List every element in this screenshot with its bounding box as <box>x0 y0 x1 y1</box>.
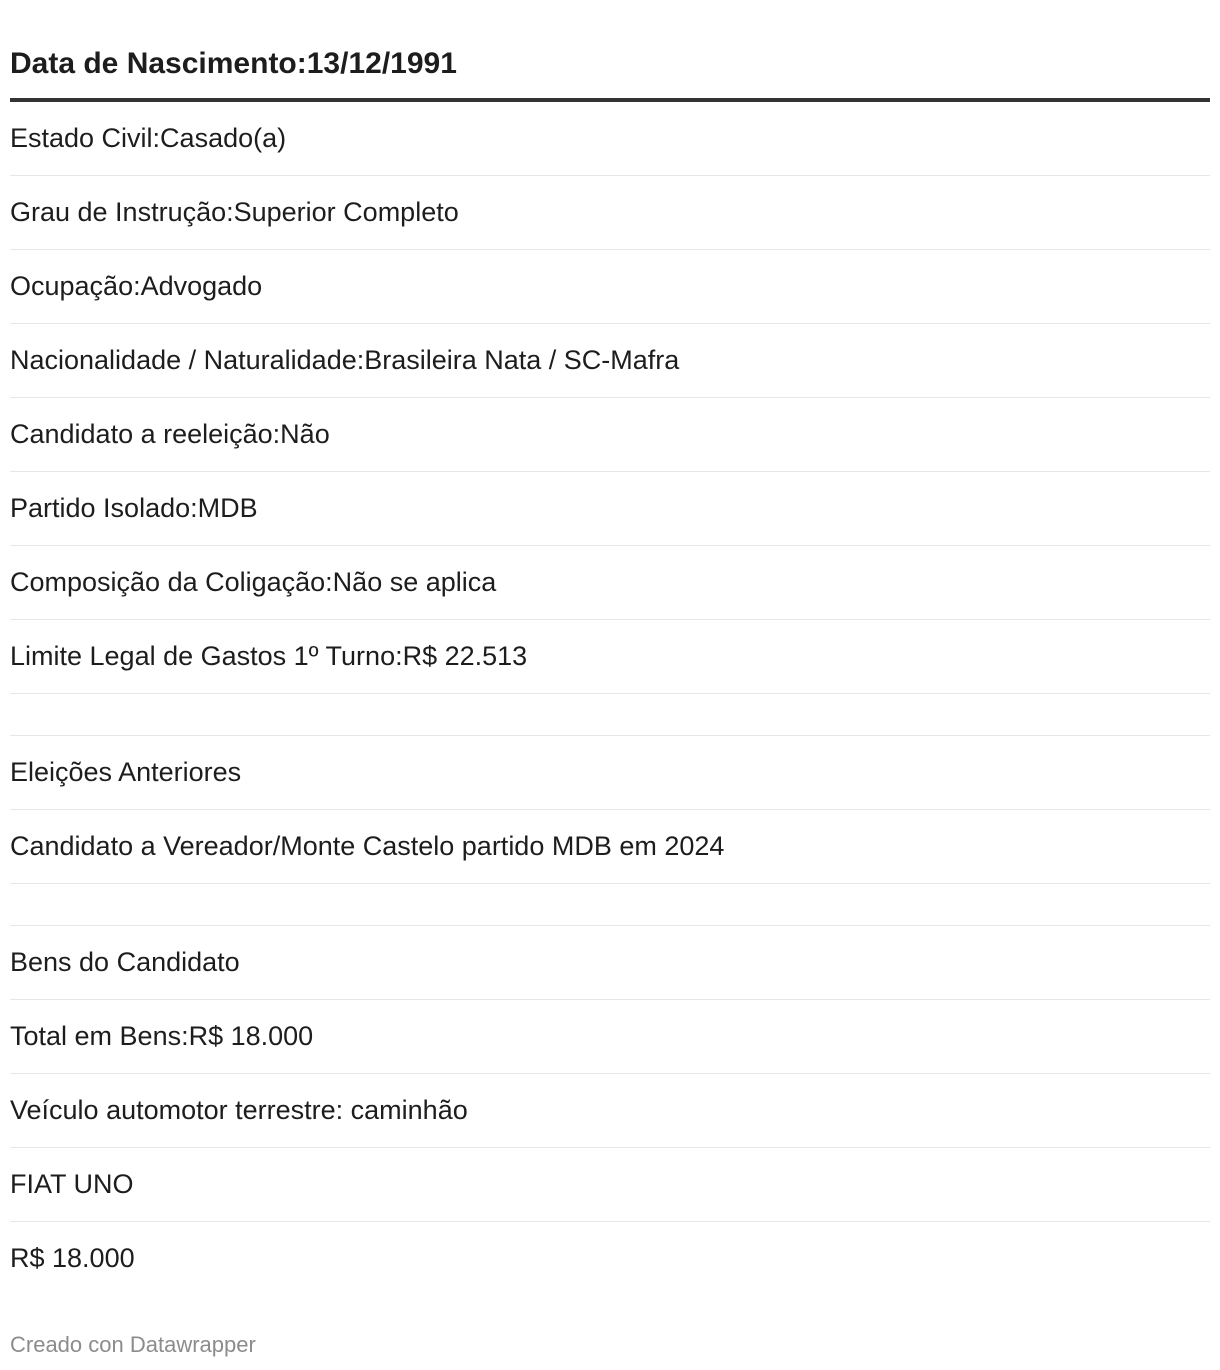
table-row-empty <box>10 694 1210 736</box>
row-cell-coalition: Composição da Coligação:Não se aplica <box>10 567 497 597</box>
row-cell-party: Partido Isolado:MDB <box>10 493 258 523</box>
table-row <box>10 472 1210 546</box>
row-cell-education: Grau de Instrução:Superior Completo <box>10 197 459 227</box>
row-cell-reelection: Candidato a reeleição:Não <box>10 419 330 449</box>
row-cell-previous-elections-title: Eleições Anteriores <box>10 757 242 787</box>
table-row-empty <box>10 884 1210 926</box>
header-cell-birth-date: Data de Nascimento:13/12/1991 <box>10 47 457 80</box>
table-row <box>10 250 1210 324</box>
table-row <box>10 1074 1210 1148</box>
table-row <box>10 102 1210 176</box>
row-cell-assets-title: Bens do Candidato <box>10 947 240 977</box>
table-row <box>10 1222 1210 1295</box>
table-row <box>10 1148 1210 1222</box>
row-cell-nationality: Nacionalidade / Naturalidade:Brasileira Nata / SC-Mafra <box>10 345 680 375</box>
table-header-row <box>10 0 1210 102</box>
table-row <box>10 176 1210 250</box>
row-cell-previous-election: Candidato a Vereador/Monte Castelo partido MDB em 2024 <box>10 831 725 861</box>
table-row <box>10 810 1210 884</box>
table-row <box>10 620 1210 694</box>
row-cell-spending-limit: Limite Legal de Gastos 1º Turno:R$ 22.513 <box>10 641 528 671</box>
row-cell-asset-description: FIAT UNO <box>10 1169 134 1199</box>
candidate-info-table <box>10 0 1210 1295</box>
row-cell-total-assets: Total em Bens:R$ 18.000 <box>10 1021 314 1051</box>
row-cell-marital-status: Estado Civil:Casado(a) <box>10 123 287 153</box>
table-row <box>10 736 1210 810</box>
table-row <box>10 398 1210 472</box>
row-cell-asset-type: Veículo automotor terrestre: caminhão <box>10 1095 468 1125</box>
table-row <box>10 1000 1210 1074</box>
table-row <box>10 324 1210 398</box>
table-row <box>10 926 1210 1000</box>
table-row <box>10 546 1210 620</box>
row-cell-occupation: Ocupação:Advogado <box>10 271 263 301</box>
datawrapper-credit-link[interactable]: Creado con Datawrapper <box>10 1332 256 1357</box>
row-cell-asset-value: R$ 18.000 <box>10 1243 135 1273</box>
